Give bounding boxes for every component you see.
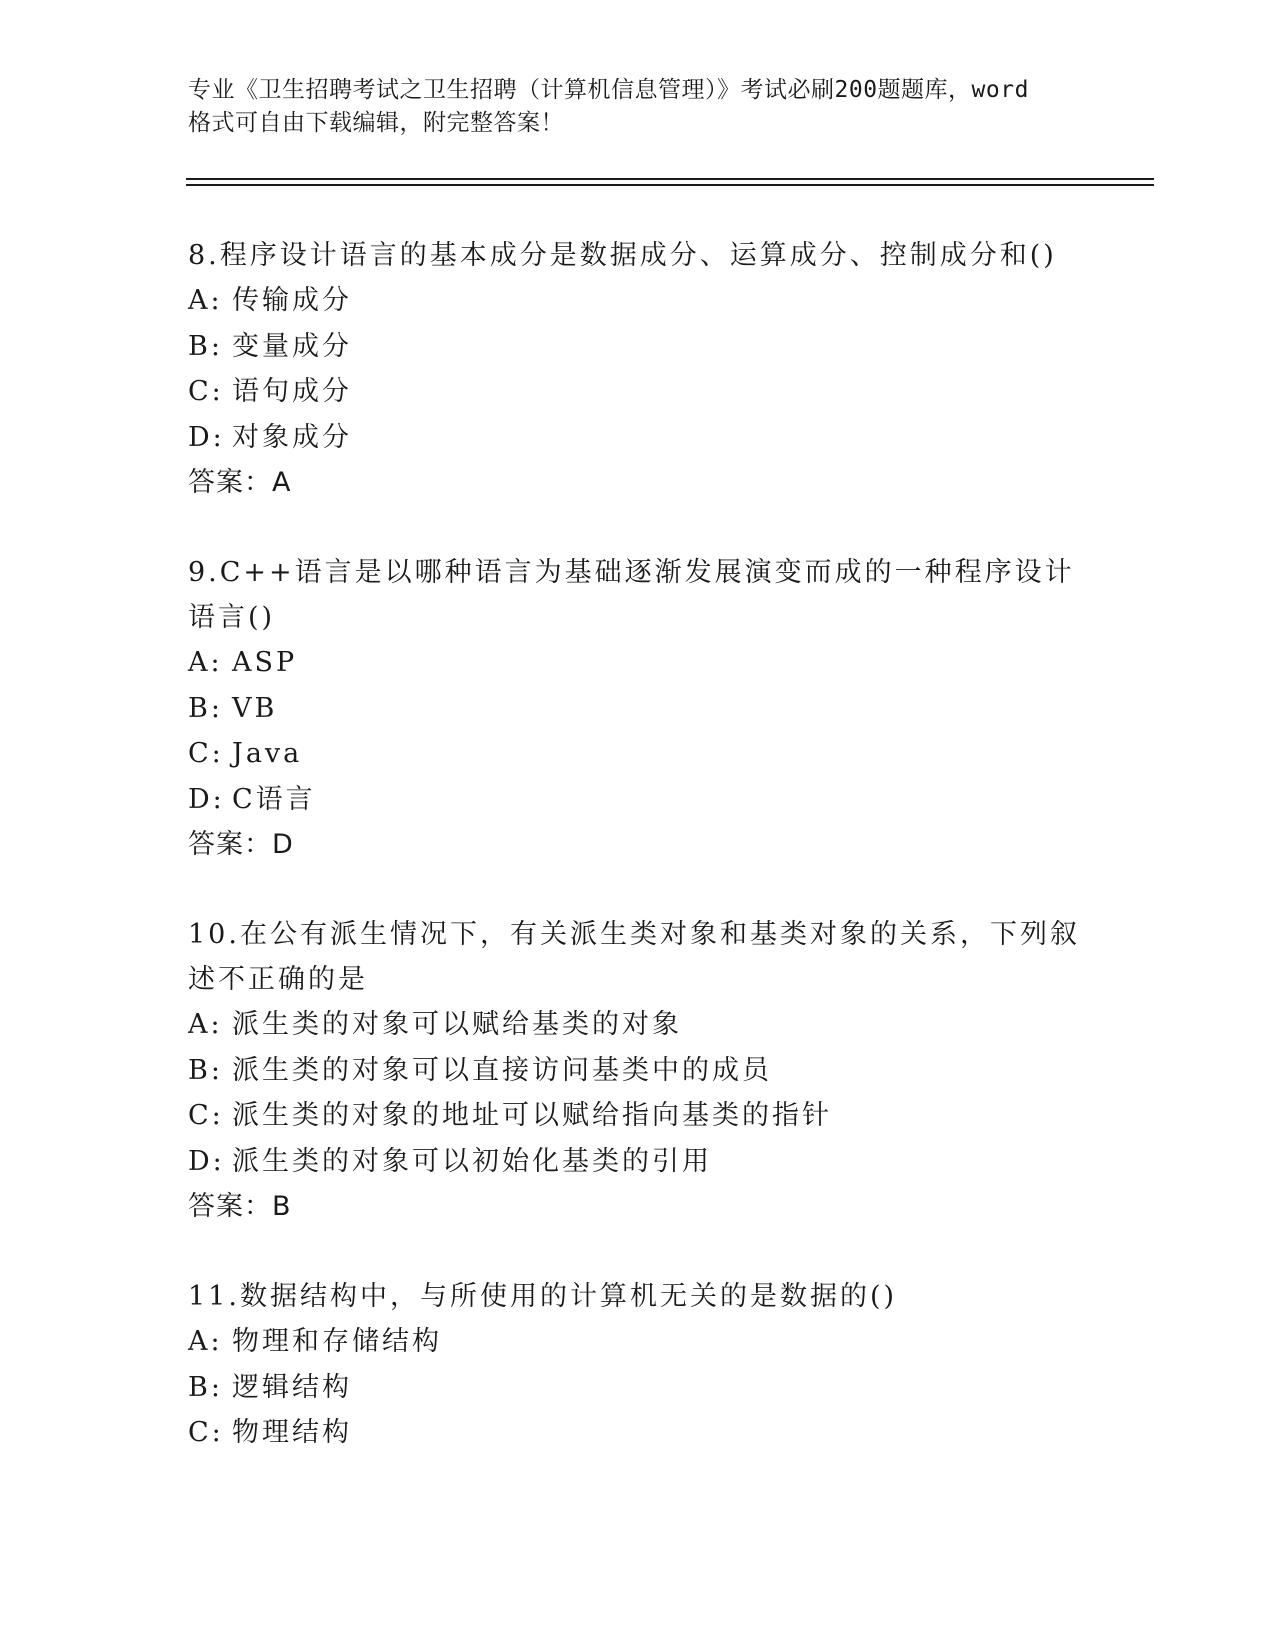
question-stem: 11.数据结构中，与所使用的计算机无关的是数据的() bbox=[188, 1281, 898, 1312]
option-a bbox=[188, 640, 1088, 686]
option-b bbox=[188, 1365, 1088, 1411]
option-text: 物理结构 bbox=[232, 1417, 352, 1448]
header-line-2: 格式可自由下载编辑，附完整答案！ bbox=[188, 110, 564, 136]
option-letter: A: bbox=[188, 1009, 223, 1040]
answer: 答案：B bbox=[188, 1191, 292, 1222]
header-rule-bottom bbox=[186, 184, 1154, 186]
header-rule-top bbox=[186, 178, 1154, 180]
option-c bbox=[188, 1410, 1088, 1456]
option-text: 变量成分 bbox=[232, 330, 352, 362]
option-b bbox=[188, 324, 1088, 370]
question-11 bbox=[188, 1274, 1088, 1456]
option-text: 派生类的对象可以直接访问基类中的成员 bbox=[232, 1054, 772, 1086]
option-text: C语言 bbox=[232, 783, 316, 815]
option-letter: D: bbox=[188, 421, 225, 453]
option-text: 物理和存储结构 bbox=[232, 1326, 442, 1357]
option-text: Java bbox=[232, 738, 303, 769]
question-stem: 8.程序设计语言的基本成分是数据成分、运算成分、控制成分和() bbox=[188, 240, 1057, 271]
option-letter: C: bbox=[188, 738, 224, 769]
option-letter: D: bbox=[188, 1145, 225, 1177]
option-letter: A: bbox=[188, 1326, 223, 1357]
document-header bbox=[188, 74, 1088, 140]
option-d bbox=[188, 415, 1088, 461]
option-b bbox=[188, 1048, 1088, 1094]
option-letter: B: bbox=[188, 692, 223, 724]
option-letter: B: bbox=[188, 1371, 223, 1403]
option-letter: B: bbox=[188, 1054, 223, 1086]
option-a bbox=[188, 278, 1088, 324]
option-c bbox=[188, 369, 1088, 415]
option-text: 派生类的对象可以初始化基类的引用 bbox=[232, 1145, 712, 1177]
option-text: 派生类的对象的地址可以赋给指向基类的指针 bbox=[232, 1100, 832, 1131]
question-10 bbox=[188, 912, 1088, 1230]
option-letter: C: bbox=[188, 1417, 224, 1448]
option-text: 逻辑结构 bbox=[232, 1371, 352, 1403]
option-text: 派生类的对象可以赋给基类的对象 bbox=[232, 1009, 682, 1040]
option-letter: A: bbox=[188, 285, 223, 316]
option-letter: C: bbox=[188, 376, 224, 407]
option-b bbox=[188, 686, 1088, 732]
question-8 bbox=[188, 233, 1088, 506]
option-d bbox=[188, 1139, 1088, 1185]
option-c bbox=[188, 731, 1088, 777]
header-line-1: 专业《卫生招聘考试之卫生招聘（计算机信息管理）》考试必刷200题题库，word bbox=[188, 77, 1029, 103]
option-text: ASP bbox=[232, 647, 298, 678]
answer: 答案：A bbox=[188, 467, 292, 498]
option-text: 对象成分 bbox=[232, 421, 352, 453]
option-text: 传输成分 bbox=[232, 285, 352, 316]
option-letter: D: bbox=[188, 783, 225, 815]
option-c bbox=[188, 1093, 1088, 1139]
option-a bbox=[188, 1319, 1088, 1365]
question-9 bbox=[188, 550, 1088, 868]
option-letter: A: bbox=[188, 647, 223, 678]
question-list bbox=[188, 233, 1088, 1500]
question-stem: 9.C++语言是以哪种语言为基础逐渐发展演变而成的一种程序设计语言() bbox=[188, 557, 1075, 633]
answer: 答案：D bbox=[188, 829, 294, 860]
option-letter: B: bbox=[188, 330, 223, 362]
option-text: 语句成分 bbox=[232, 376, 352, 407]
question-stem: 10.在公有派生情况下，有关派生类对象和基类对象的关系，下列叙述不正确的是 bbox=[188, 919, 1080, 995]
option-a bbox=[188, 1002, 1088, 1048]
option-letter: C: bbox=[188, 1100, 224, 1131]
option-d bbox=[188, 777, 1088, 823]
option-text: VB bbox=[232, 692, 278, 724]
